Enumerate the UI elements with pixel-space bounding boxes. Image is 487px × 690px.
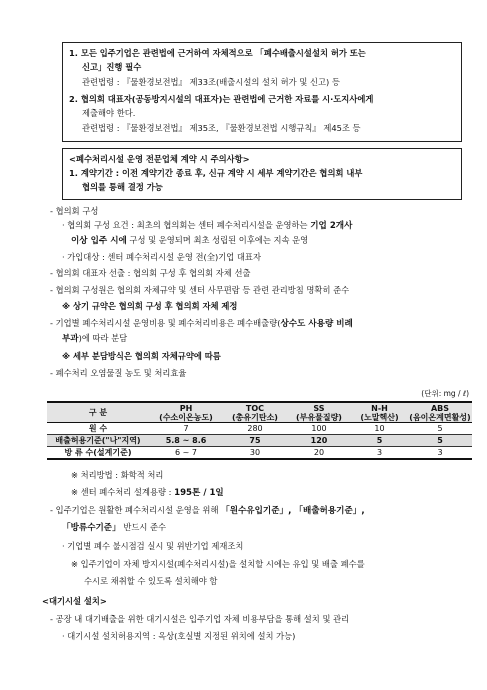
notice-line-1: 1. 모든 입주기업은 관련법에 근거하여 자체적으로 「폐수배출시설설치 허가 또는: [69, 48, 366, 58]
pollutant-table: [47, 401, 472, 460]
contract-line-2: 협의를 통해 결정 가능: [82, 182, 163, 192]
table-row: 배출허용기준("나"지역) 5.8 ~ 8.6 75 120 5 5: [47, 435, 472, 447]
col-ss: SS (부유물질량): [287, 402, 351, 423]
standards-compliance-cont: 「방류수기준」 반드시 준수: [62, 522, 167, 533]
notice-law-2: 관련법령 : 『물환경보전법』 제35조, 『물환경보전법 시행규칙』 제45조 등: [82, 123, 361, 133]
self-facility-note-cont: 수시로 채취할 수 있도록 설치해야 함: [84, 576, 218, 586]
table-row: 방 류 수(설계기준) 6 ~ 7 30 20 3 3: [47, 447, 472, 460]
council-requirement-cont: 이상 입주 시에 구성 및 운영되며 최초 성립된 이후에는 지속 운영: [71, 235, 309, 246]
cost-sharing: - 기업별 폐수처리시설 운영비용 및 폐수처리비용은 폐수배출량(상수도 사용량 비례: [50, 318, 353, 329]
notice-law-1: 관련법령 : 『물환경보전법』 제33조(배출시설의 설치 허가 및 신고) 등: [82, 77, 340, 87]
council-compliance: - 협의회 구성원은 협의회 자체규약 및 센터 사무편람 등 관련 관리방침 명확히 준수: [50, 285, 350, 295]
council-members: · 가입대상 : 센터 폐수처리시설 운영 전(全)기업 대표자: [62, 252, 261, 262]
table-row: 원 수 7 280 100 10 5: [47, 423, 472, 435]
pollutant-heading: - 폐수처리 오염물질 농도 및 처리효율: [50, 368, 187, 378]
inspection-note: · 기업별 폐수 불시점검 실시 및 위반기업 제재조치: [62, 541, 244, 551]
design-capacity: ※ 센터 폐수처리 설계용량 : 195톤 / 1일: [71, 487, 224, 498]
air-facility-heading: <대기시설 설치>: [42, 596, 107, 606]
council-requirement: · 협의회 구성 요건 : 최초의 협의회는 센터 폐수처리시설을 운영하는 기업 2개사: [62, 220, 353, 231]
col-toc: TOC (총유기탄소): [223, 402, 287, 423]
col-abs: ABS (음이온계면활성): [409, 403, 471, 422]
notice-line-4: 제출해야 한다.: [82, 108, 136, 118]
notice-line-3: 2. 협의회 대표자(공동방지시설의 대표자)는 관련법에 근거한 자료를 시·도지사에게: [69, 94, 374, 104]
col-ph: PH (수소이온농도): [149, 402, 223, 423]
treatment-method: ※ 처리방법 : 화학적 처리: [71, 470, 164, 480]
air-facility-desc: - 공장 내 대기배출을 위한 대기시설은 입주기업 자체 비용부담을 통해 설치 및 관리: [50, 614, 350, 624]
council-composition: - 협의회 구성: [50, 206, 99, 216]
contract-title: <폐수처리시설 운영 전문업체 계약 시 주의사항>: [69, 154, 250, 164]
notice-box-permit: [62, 42, 462, 142]
table-header-row: [47, 402, 472, 423]
notice-box-contract: [62, 148, 462, 200]
unit-label: (단위: mg / ℓ): [421, 389, 469, 398]
col-category: 구 분: [47, 402, 149, 423]
cost-sharing-cont: 부과)에 따라 분담: [62, 333, 128, 344]
cost-sharing-note: ※ 세부 분담방식은 협의회 자체규약에 따름: [62, 351, 221, 361]
standards-compliance: - 입주기업은 원활한 폐수처리시설 운영을 위해 「원수유입기준」, 「배출허용기준」,: [50, 505, 365, 516]
col-nh: N-H (노말헥산): [351, 402, 408, 423]
contract-line-1: 1. 계약기간 : 이전 계약기간 종료 후, 신규 계약 시 세부 계약기간은 협의회 내부: [69, 168, 363, 178]
council-representative: - 협의회 대표자 선출 : 협의회 구성 후 협의회 자체 선출: [50, 268, 251, 278]
council-rule-note: ※ 상기 규약은 협의회 구성 후 협의회 자체 제정: [62, 301, 238, 311]
notice-line-2: 신고」진행 필수: [82, 62, 142, 72]
air-facility-location: · 대기시설 설치허용지역 : 옥상(호실별 지정된 위치에 설치 가능): [62, 631, 296, 641]
self-facility-note: ※ 입주기업이 자체 방지시설(폐수처리시설)을 설치할 시에는 유입 및 배출 폐수를: [71, 559, 365, 569]
